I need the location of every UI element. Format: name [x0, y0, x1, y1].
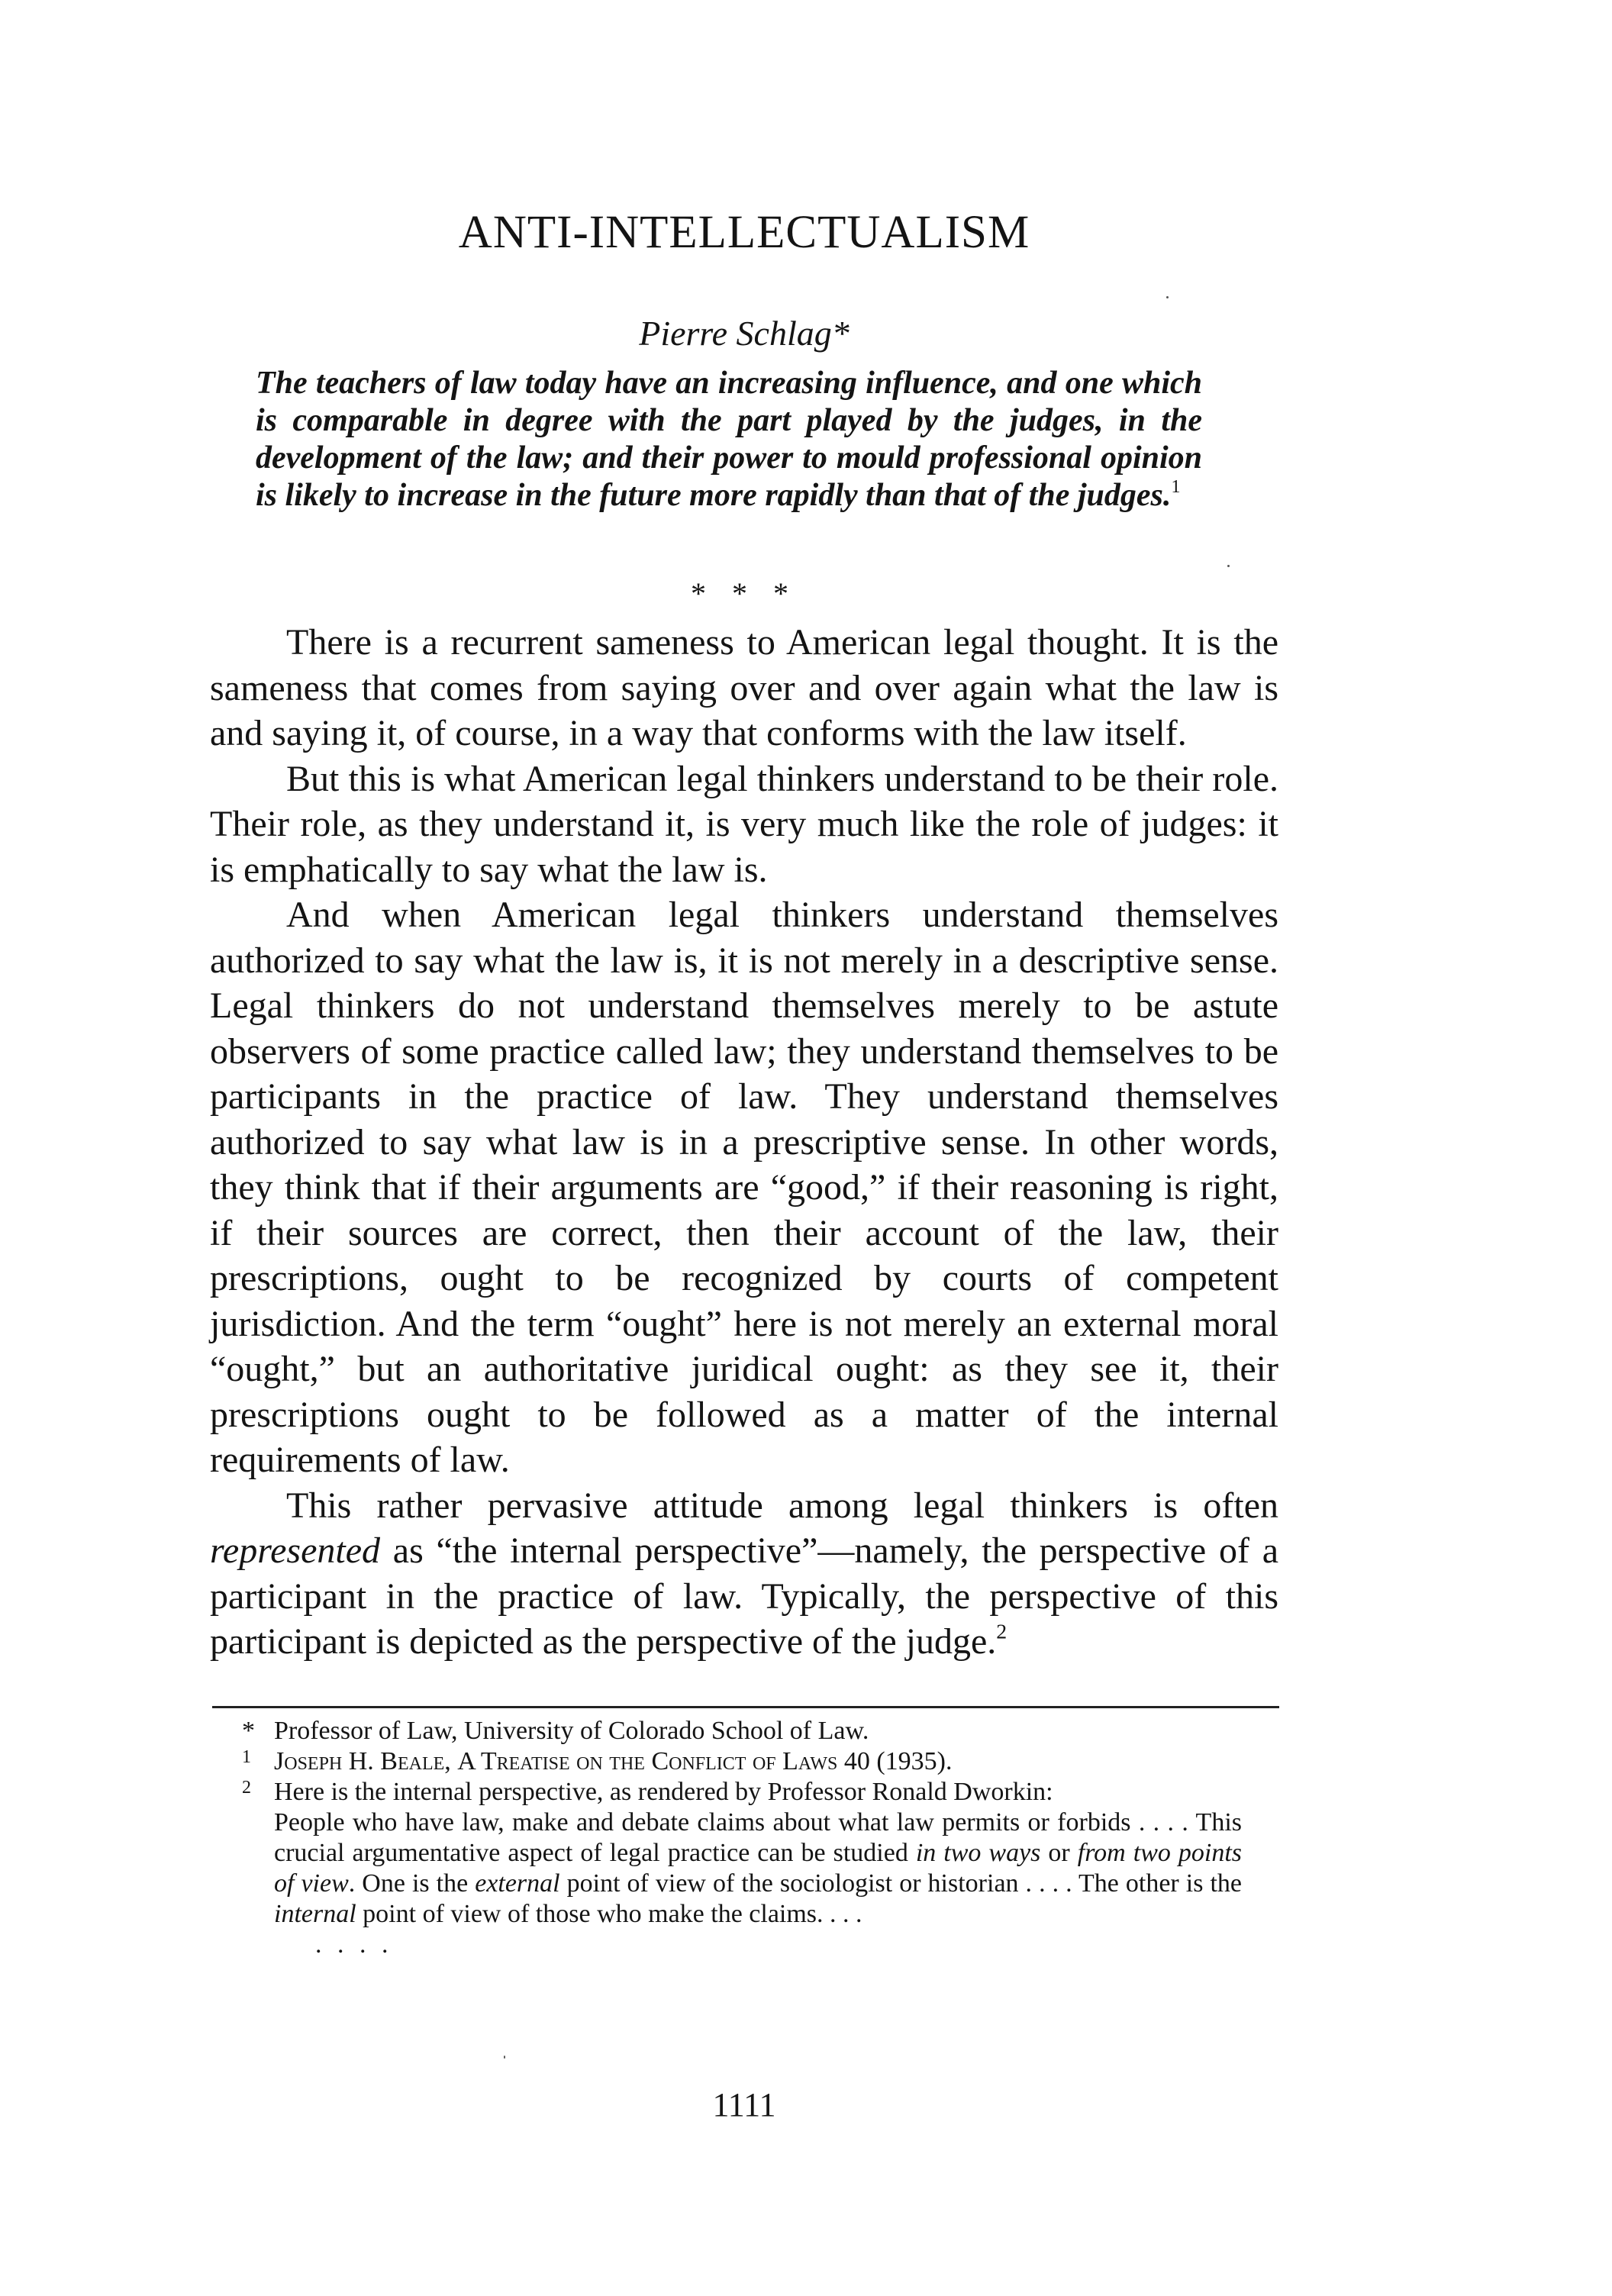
footnote-star-text: Professor of Law, University of Colorado School of Law.	[274, 1717, 869, 1745]
footnote-2	[242, 1777, 1242, 1930]
footnote-2-mark: 2	[242, 1778, 251, 1798]
scan-speck	[1166, 296, 1169, 298]
footnote-1-cite: 40 (1935).	[837, 1747, 953, 1775]
footnote-rule	[212, 1706, 1279, 1708]
footnote-2-quote-part: People who have law, make and debate claims about what law permits or forbids . . . . This crucial argumentative aspect of legal practice can be studied	[274, 1808, 1242, 1867]
footnote-2-quote-part: or	[1040, 1839, 1078, 1867]
footnote-2-quote-part: point of view of those who make the claims. . . .	[356, 1900, 862, 1928]
paragraph-1: There is a recurrent sameness to American legal thought. It is the sameness that comes from saying over and over again what the law is and saying it, of course, in a way that conforms with the law itself.	[210, 622, 1278, 753]
epigraph-footnote-ref: 1	[1171, 476, 1181, 497]
footnote-2-quote-italic: in two ways	[915, 1839, 1041, 1867]
paragraph-4-lead: This rather pervasive attitude among legal thinkers is often	[286, 1485, 1278, 1526]
paragraph-4-footnote-ref: 2	[996, 1620, 1008, 1644]
scan-speck	[504, 2056, 505, 2059]
page-number: 1111	[712, 2086, 776, 2123]
footnote-1-author: Joseph H. Beale	[274, 1747, 445, 1775]
footnote-2-ellipsis: . . . .	[315, 1930, 393, 1959]
footnote-star-mark: *	[242, 1717, 255, 1745]
paragraph-2: But this is what American legal thinkers understand to be their role. Their role, as they understand it, is very much like the role of judges: it is emphatically to say what the law is.	[210, 758, 1278, 890]
section-separator: * * *	[691, 576, 798, 611]
footnote-2-quote-italic: external	[475, 1869, 560, 1898]
footnote-2-quote-part: point of view of the sociologist or historian . . . . The other is the	[559, 1869, 1242, 1898]
footnote-star	[242, 1716, 1242, 1746]
scan-speck	[1227, 565, 1230, 567]
footnote-2-quote-italic: internal	[274, 1900, 356, 1928]
footnote-2-quote-part: . One is the	[348, 1869, 476, 1898]
footnote-1	[242, 1746, 1242, 1777]
footnote-2-quote	[274, 1808, 1242, 1928]
footnote-1-sep: ,	[444, 1747, 458, 1775]
epigraph	[256, 365, 1202, 514]
article-author: Pierre Schlag*	[639, 314, 850, 353]
paragraph-4	[210, 1483, 1278, 1665]
footnote-2-intro: Here is the internal perspective, as rendered by Professor Ronald Dworkin:	[274, 1778, 1053, 1806]
epigraph-text: The teachers of law today have an increasing influence, and one which is comparable in degree with the part played by the judges, in the development of the law; and their power to mould professional opinion is likely to increase in the future more rapidly than that of the judges.	[256, 366, 1202, 513]
paragraph-4-emphasis: represented	[210, 1530, 381, 1571]
article-title: ANTI-INTELLECTUALISM	[458, 207, 1030, 258]
article-body	[210, 620, 1278, 1665]
paragraph-3: And when American legal thinkers understand themselves authorized to say what the law is, it is not merely in a descriptive sense. Legal thinkers do not understand themselves merely to be astute observers of some practice called law; they understand themselves to be participants in the practice of law. They understand themselves authorized to say what law is in a prescriptive sense. In other words, they think that if their arguments are “good,” if their reasoning is right, if their sources are correct, then their account of the law, their prescriptions, ought to be recognized by courts of competent jurisdiction. And the term “ought” here is not merely an external moral “ought,” but an authoritative juridical ought: as they see it, their prescriptions ought to be followed as a matter of the internal requirements of law.	[210, 895, 1278, 1480]
paragraph-4-rest: as “the internal perspective”—namely, the perspective of a participant in the practice of law. Typically, the perspective of this participant is depicted as the perspective of the judge.	[210, 1530, 1278, 1662]
footnote-2-quote-italic: from two points of view	[274, 1839, 1242, 1898]
footnote-1-work: A Treatise on the Conflict of Laws	[457, 1747, 838, 1775]
footnote-1-mark: 1	[242, 1747, 251, 1767]
footnotes	[242, 1716, 1242, 1960]
